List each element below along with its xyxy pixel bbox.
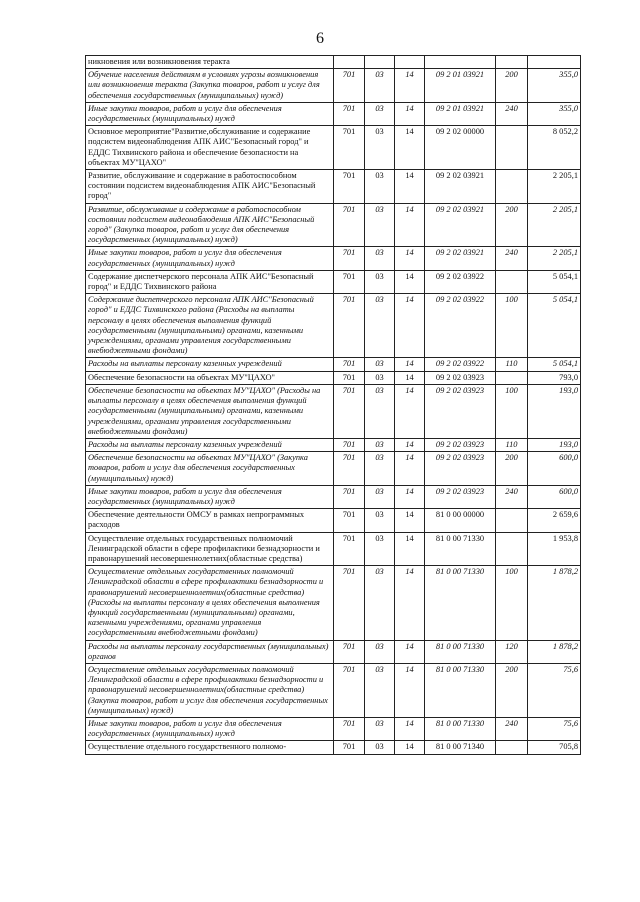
department-code-cell: 701 — [334, 717, 365, 740]
subsection-code-cell: 14 — [395, 384, 425, 438]
target-article-code-cell: 09 2 01 03921 — [425, 102, 496, 125]
target-article-code-cell — [425, 56, 496, 69]
amount-cell: 5 054,1 — [528, 270, 581, 293]
department-code-cell: 701 — [334, 371, 365, 384]
expense-type-code-cell: 100 — [496, 566, 528, 640]
table-row — [86, 203, 581, 247]
table-row — [86, 566, 581, 640]
table-row — [86, 438, 581, 451]
table-row — [86, 126, 581, 170]
expense-type-code-cell: 200 — [496, 452, 528, 486]
target-article-code-cell: 09 2 02 03922 — [425, 358, 496, 371]
target-article-code-cell: 09 2 02 03921 — [425, 203, 496, 247]
section-code-cell: 03 — [365, 170, 395, 204]
table-row — [86, 56, 581, 69]
table-row — [86, 485, 581, 508]
section-code-cell: 03 — [365, 247, 395, 270]
section-code-cell: 03 — [365, 438, 395, 451]
table-row — [86, 170, 581, 204]
subsection-code-cell: 14 — [395, 663, 425, 717]
amount-cell: 2 205,1 — [528, 170, 581, 204]
amount-cell: 5 054,1 — [528, 294, 581, 358]
subsection-code-cell: 14 — [395, 452, 425, 486]
table-row — [86, 247, 581, 270]
amount-cell: 193,0 — [528, 384, 581, 438]
table-row — [86, 640, 581, 663]
target-article-code-cell: 09 2 02 03923 — [425, 371, 496, 384]
target-article-code-cell: 81 0 00 71330 — [425, 717, 496, 740]
department-code-cell: 701 — [334, 741, 365, 754]
amount-cell: 75,6 — [528, 717, 581, 740]
subsection-code-cell: 14 — [395, 509, 425, 532]
table-row — [86, 270, 581, 293]
table-row — [86, 717, 581, 740]
department-code-cell: 701 — [334, 509, 365, 532]
page-number: 6 — [316, 30, 324, 47]
department-code-cell: 701 — [334, 203, 365, 247]
target-article-code-cell: 09 2 02 03923 — [425, 384, 496, 438]
department-code-cell: 701 — [334, 532, 365, 566]
target-article-code-cell: 09 2 02 00000 — [425, 126, 496, 170]
expense-type-code-cell: 240 — [496, 485, 528, 508]
expense-type-code-cell: 200 — [496, 663, 528, 717]
department-code-cell: 701 — [334, 294, 365, 358]
section-code-cell: 03 — [365, 371, 395, 384]
section-code-cell: 03 — [365, 509, 395, 532]
table-row — [86, 371, 581, 384]
target-article-code-cell: 81 0 00 71340 — [425, 741, 496, 754]
department-code-cell: 701 — [334, 102, 365, 125]
table-row — [86, 532, 581, 566]
expense-name-cell: Обеспечение безопасности на объектах МУ"ЦАХО" (Закупка товаров, работ и услуг для обеспечения государственных (муниципальных) нужд) — [86, 452, 334, 486]
subsection-code-cell: 14 — [395, 170, 425, 204]
expense-type-code-cell — [496, 741, 528, 754]
expense-name-cell: Обеспечение безопасности на объектах МУ"ЦАХО" — [86, 371, 334, 384]
expense-name-cell: Обеспечение безопасности на объектах МУ"ЦАХО" (Расходы на выплаты персоналу в целях обеспечения выполнения функций государственными (муниципальными) органами, казенными учреждениями, органами управления государственными внебюджетными фондами) — [86, 384, 334, 438]
target-article-code-cell: 09 2 02 03922 — [425, 270, 496, 293]
expense-name-cell: Иные закупки товаров, работ и услуг для обеспечения государственных (муниципальных) нужд — [86, 102, 334, 125]
section-code-cell: 03 — [365, 294, 395, 358]
expense-name-cell: никновения или возникновения теракта — [86, 56, 334, 69]
budget-table-body — [86, 56, 581, 755]
expense-type-code-cell: 100 — [496, 384, 528, 438]
section-code-cell: 03 — [365, 485, 395, 508]
amount-cell: 2 205,1 — [528, 203, 581, 247]
target-article-code-cell: 81 0 00 71330 — [425, 566, 496, 640]
expense-name-cell: Осуществление отдельных государственных полномочий Ленинградской области в сфере профилактики безнадзорности и правонарушений несовершеннолетних(областные средства) (Расходы на выплаты персоналу в целях обеспечения выполнения функций государственными (муниципальными) органами, казенными учреждениями, органами управления государственными внебюджетными фондами) — [86, 566, 334, 640]
expense-name-cell: Обучение населения действиям в условиях угрозы возникновения или возникновения теракта (Закупка товаров, работ и услуг для обеспечения государственных (муниципальных) нужд) — [86, 69, 334, 103]
amount-cell: 355,0 — [528, 69, 581, 103]
department-code-cell: 701 — [334, 170, 365, 204]
expense-name-cell: Содержание диспетчерского персонала АПК АИС"Безопасный город" и ЕДДС Тихвинского района — [86, 270, 334, 293]
table-row — [86, 69, 581, 103]
expense-type-code-cell: 120 — [496, 640, 528, 663]
subsection-code-cell: 14 — [395, 294, 425, 358]
subsection-code-cell: 14 — [395, 358, 425, 371]
amount-cell: 600,0 — [528, 452, 581, 486]
subsection-code-cell: 14 — [395, 566, 425, 640]
department-code-cell: 701 — [334, 126, 365, 170]
subsection-code-cell: 14 — [395, 640, 425, 663]
department-code-cell: 701 — [334, 384, 365, 438]
expense-type-code-cell: 240 — [496, 102, 528, 125]
expense-name-cell: Иные закупки товаров, работ и услуг для обеспечения государственных (муниципальных) нужд — [86, 485, 334, 508]
section-code-cell: 03 — [365, 717, 395, 740]
target-article-code-cell: 81 0 00 71330 — [425, 640, 496, 663]
section-code-cell: 03 — [365, 452, 395, 486]
amount-cell: 8 052,2 — [528, 126, 581, 170]
section-code-cell: 03 — [365, 532, 395, 566]
section-code-cell: 03 — [365, 69, 395, 103]
table-row — [86, 384, 581, 438]
expense-name-cell: Расходы на выплаты персоналу государственных (муниципальных) органов — [86, 640, 334, 663]
table-row — [86, 102, 581, 125]
section-code-cell: 03 — [365, 384, 395, 438]
amount-cell: 600,0 — [528, 485, 581, 508]
target-article-code-cell: 09 2 02 03921 — [425, 247, 496, 270]
department-code-cell: 701 — [334, 358, 365, 371]
section-code-cell: 03 — [365, 126, 395, 170]
section-code-cell: 03 — [365, 358, 395, 371]
subsection-code-cell: 14 — [395, 371, 425, 384]
amount-cell: 1 878,2 — [528, 566, 581, 640]
section-code-cell — [365, 56, 395, 69]
department-code-cell: 701 — [334, 452, 365, 486]
target-article-code-cell: 09 2 02 03922 — [425, 294, 496, 358]
expense-type-code-cell: 200 — [496, 203, 528, 247]
department-code-cell: 701 — [334, 663, 365, 717]
subsection-code-cell: 14 — [395, 717, 425, 740]
target-article-code-cell: 09 2 02 03921 — [425, 170, 496, 204]
target-article-code-cell: 09 2 02 03923 — [425, 438, 496, 451]
amount-cell: 2 205,1 — [528, 247, 581, 270]
amount-cell — [528, 56, 581, 69]
table-row — [86, 741, 581, 754]
expense-type-code-cell: 110 — [496, 358, 528, 371]
target-article-code-cell: 09 2 02 03923 — [425, 452, 496, 486]
expense-name-cell: Иные закупки товаров, работ и услуг для обеспечения государственных (муниципальных) нужд — [86, 247, 334, 270]
amount-cell: 1 953,8 — [528, 532, 581, 566]
expense-name-cell: Осуществление отдельных государственных полномочий Ленинградской области в сфере профилактики безнадзорности и правонарушений несовершеннолетних(областные средства) — [86, 532, 334, 566]
expense-type-code-cell — [496, 509, 528, 532]
expense-name-cell: Расходы на выплаты персоналу казенных учреждений — [86, 438, 334, 451]
target-article-code-cell: 81 0 00 71330 — [425, 532, 496, 566]
section-code-cell: 03 — [365, 640, 395, 663]
amount-cell: 705,8 — [528, 741, 581, 754]
expense-type-code-cell: 240 — [496, 717, 528, 740]
expense-type-code-cell — [496, 126, 528, 170]
subsection-code-cell: 14 — [395, 69, 425, 103]
expense-name-cell: Основное мероприятие"Развитие,обслуживание и содержание подсистем видеонаблюдения АПК АИС"Безопасный город" и ЕДДС Тихвинского района и обеспечение безопасности на объектах МУ"ЦАХО" — [86, 126, 334, 170]
expense-name-cell: Осуществление отдельного государственного полномо- — [86, 741, 334, 754]
expense-name-cell: Развитие, обслуживание и содержание в работоспособном состоянии подсистем видеонаблюдения АПК АИС"Безопасный город" — [86, 170, 334, 204]
subsection-code-cell: 14 — [395, 485, 425, 508]
expense-type-code-cell: 200 — [496, 69, 528, 103]
department-code-cell: 701 — [334, 566, 365, 640]
expense-type-code-cell: 110 — [496, 438, 528, 451]
expense-name-cell: Расходы на выплаты персоналу казенных учреждений — [86, 358, 334, 371]
subsection-code-cell: 14 — [395, 102, 425, 125]
target-article-code-cell: 09 2 01 03921 — [425, 69, 496, 103]
subsection-code-cell: 14 — [395, 126, 425, 170]
target-article-code-cell: 81 0 00 00000 — [425, 509, 496, 532]
department-code-cell: 701 — [334, 485, 365, 508]
expense-name-cell: Обеспечение деятельности ОМСУ в рамках непрограммных расходов — [86, 509, 334, 532]
expense-type-code-cell: 240 — [496, 247, 528, 270]
subsection-code-cell: 14 — [395, 203, 425, 247]
section-code-cell: 03 — [365, 102, 395, 125]
department-code-cell: 701 — [334, 270, 365, 293]
subsection-code-cell: 14 — [395, 741, 425, 754]
target-article-code-cell: 09 2 02 03923 — [425, 485, 496, 508]
section-code-cell: 03 — [365, 741, 395, 754]
amount-cell: 1 878,2 — [528, 640, 581, 663]
expense-type-code-cell — [496, 56, 528, 69]
expense-type-code-cell — [496, 532, 528, 566]
section-code-cell: 03 — [365, 566, 395, 640]
amount-cell: 193,0 — [528, 438, 581, 451]
budget-table — [85, 55, 581, 755]
expense-type-code-cell: 100 — [496, 294, 528, 358]
section-code-cell: 03 — [365, 270, 395, 293]
amount-cell: 793,0 — [528, 371, 581, 384]
expense-type-code-cell — [496, 270, 528, 293]
amount-cell: 5 054,1 — [528, 358, 581, 371]
expense-type-code-cell — [496, 371, 528, 384]
subsection-code-cell: 14 — [395, 270, 425, 293]
table-row — [86, 358, 581, 371]
section-code-cell: 03 — [365, 663, 395, 717]
amount-cell: 75,6 — [528, 663, 581, 717]
expense-name-cell: Развитие, обслуживание и содержание в работоспособном состоянии подсистем видеонаблюдения АПК АИС"Безопасный город" (Закупка товаров, работ и услуг для обеспечения государственных (муниципальных) нужд) — [86, 203, 334, 247]
table-row — [86, 509, 581, 532]
table-row — [86, 663, 581, 717]
department-code-cell: 701 — [334, 247, 365, 270]
department-code-cell: 701 — [334, 69, 365, 103]
subsection-code-cell: 14 — [395, 247, 425, 270]
expense-name-cell: Иные закупки товаров, работ и услуг для обеспечения государственных (муниципальных) нужд — [86, 717, 334, 740]
amount-cell: 355,0 — [528, 102, 581, 125]
subsection-code-cell — [395, 56, 425, 69]
target-article-code-cell: 81 0 00 71330 — [425, 663, 496, 717]
table-row — [86, 294, 581, 358]
table-row — [86, 452, 581, 486]
expense-name-cell: Содержание диспетчерского персонала АПК АИС"Безопасный город" и ЕДДС Тихвинского района (Расходы на выплаты персоналу в целях обеспечения выполнения функций государственными (муниципальными) органами, казенными учреждениями, органами управления государственными внебюджетными фондами) — [86, 294, 334, 358]
expense-type-code-cell — [496, 170, 528, 204]
department-code-cell: 701 — [334, 640, 365, 663]
expense-name-cell: Осуществление отдельных государственных полномочий Ленинградской области в сфере профилактики безнадзорности и правонарушений несовершеннолетних(областные средства) (Закупка товаров, работ и услуг для обеспечения государственных (муниципальных) нужд) — [86, 663, 334, 717]
department-code-cell — [334, 56, 365, 69]
subsection-code-cell: 14 — [395, 438, 425, 451]
amount-cell: 2 659,6 — [528, 509, 581, 532]
department-code-cell: 701 — [334, 438, 365, 451]
subsection-code-cell: 14 — [395, 532, 425, 566]
section-code-cell: 03 — [365, 203, 395, 247]
